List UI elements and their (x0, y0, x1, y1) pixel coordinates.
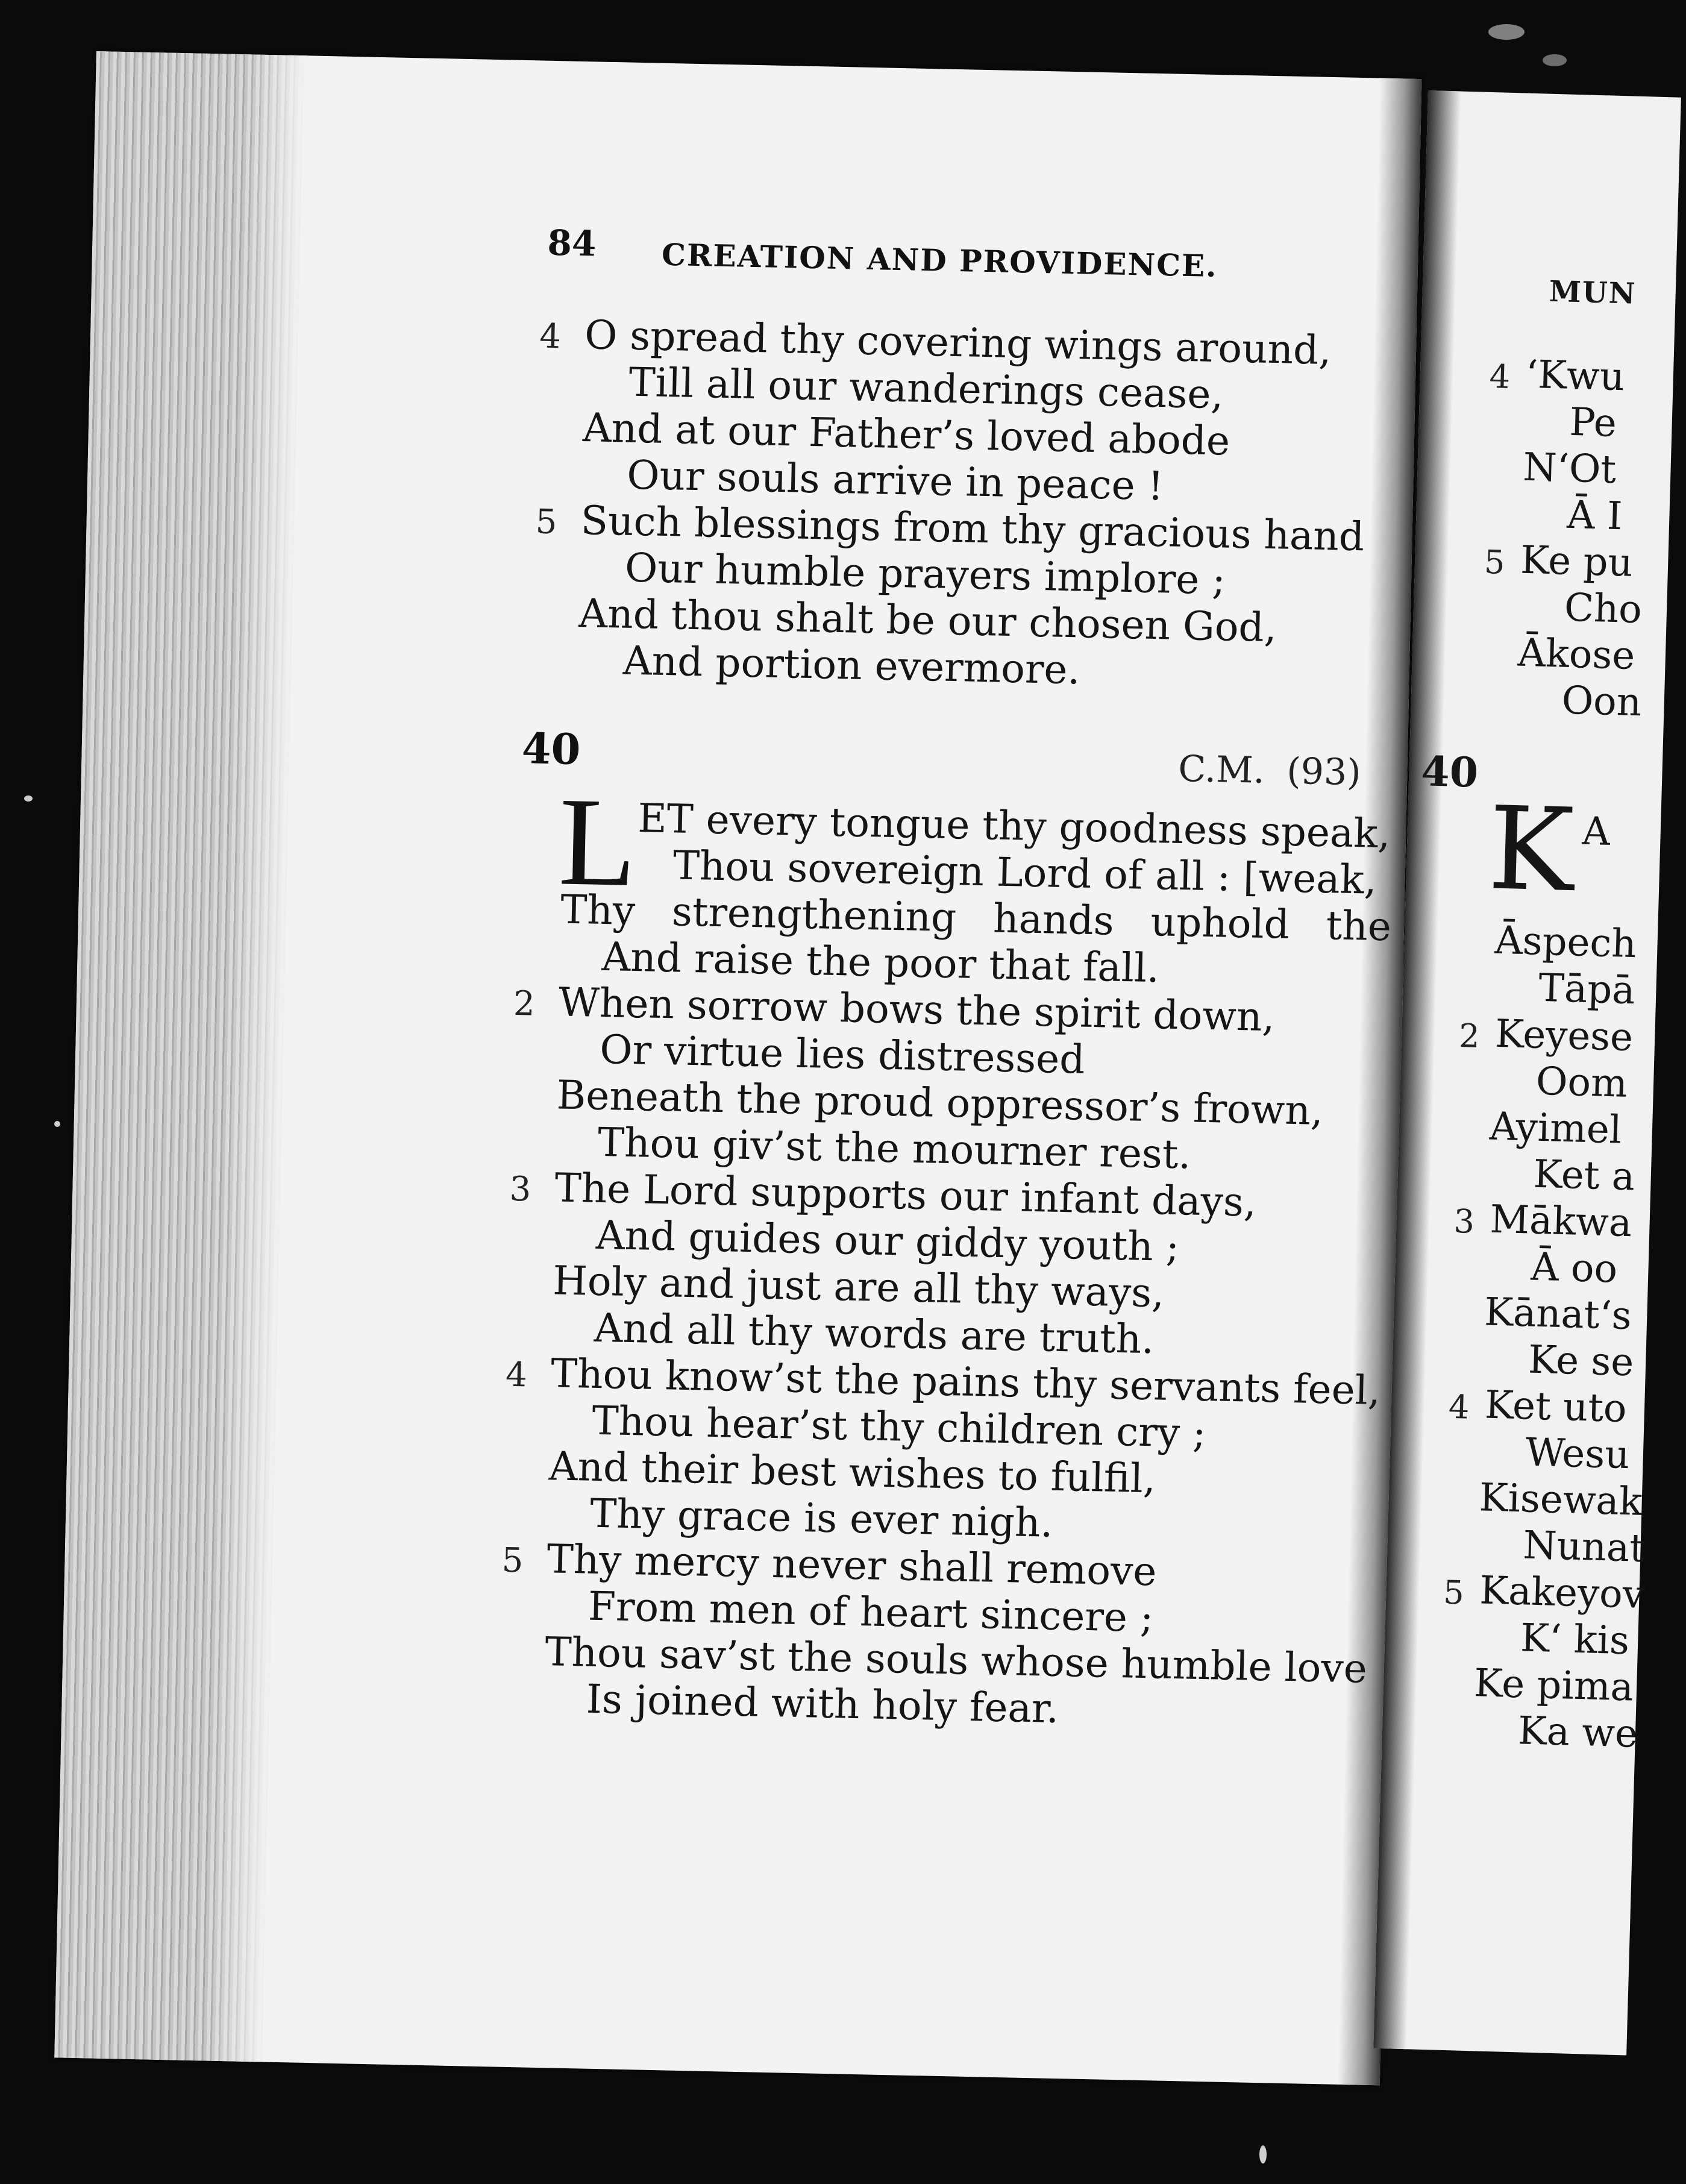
verse-line: And thou shalt be our chosen God, (578, 589, 1277, 651)
verse-line: The Lord supports our infant days, (554, 1164, 1257, 1226)
verse-line: Thy mercy never shall remove (546, 1536, 1158, 1595)
verse-line: Or virtue lies distressed (599, 1026, 1086, 1083)
verse-number: 4 (539, 316, 562, 357)
verse-line: Thou giv’st the mourner rest. (597, 1119, 1192, 1178)
running-head: MUN (1548, 274, 1637, 311)
drop-cap: L (557, 771, 638, 914)
verse-line: O spread thy covering wings around, (584, 312, 1332, 374)
verse-line: Nunat (1522, 1523, 1646, 1571)
verse-number: 2 (1458, 1017, 1481, 1055)
verse-line: Ke pima (1473, 1661, 1634, 1710)
verse-line: Tāpā (1538, 965, 1636, 1014)
verse-line: N‘Ot (1522, 445, 1617, 492)
verse-line: Mākwa (1489, 1197, 1633, 1246)
verse-line: Is joined with holy fear. (586, 1675, 1059, 1733)
dust-speck (24, 795, 33, 802)
verse-number: 3 (509, 1169, 531, 1210)
verse-number: 4 (505, 1355, 528, 1395)
verse-line: And raise the poor that fall. (601, 933, 1160, 992)
verse-line: Kisewak (1478, 1475, 1643, 1525)
verse-line: K‘ kis (1520, 1616, 1630, 1664)
verse-line: Thou hear’st thy children cry ; (591, 1397, 1207, 1457)
verse-line: Holy and just are all thy ways, (552, 1257, 1165, 1317)
verse-line: ET every tongue thy goodness speak, (637, 795, 1391, 858)
dust-speck (1543, 54, 1567, 66)
verse-number: 4 (1448, 1387, 1470, 1426)
verse-line: Pe (1568, 400, 1617, 446)
verse-line: ‘Kwu (1525, 352, 1626, 400)
verse-number: 5 (1443, 1573, 1465, 1612)
verse-line: Such blessings from thy gracious hand (580, 497, 1365, 560)
hymn-number: 40 (1420, 747, 1479, 797)
verse-line: Ke pu (1520, 538, 1634, 586)
verse-number: 5 (535, 502, 558, 542)
verse-line: A (1581, 809, 1611, 855)
verse-line: Keyese (1494, 1011, 1634, 1061)
verse-line: Ka we (1517, 1709, 1638, 1757)
verse-line: Beneath the proud oppressor’s frown, (556, 1072, 1324, 1135)
drop-cap: K (1486, 782, 1576, 918)
verse-line: And all thy words are truth. (594, 1304, 1155, 1363)
dust-speck (54, 1121, 60, 1127)
verse-line: Wesu (1525, 1430, 1631, 1478)
verse-line: Cho (1564, 585, 1643, 633)
tune-number: (93) (1286, 750, 1362, 794)
hymn-meter: C.M. (1177, 747, 1265, 792)
verse-line: Ā oo (1530, 1244, 1619, 1292)
verse-line: From men of heart sincere ; (588, 1583, 1154, 1642)
dust-speck (1488, 24, 1525, 40)
left-page (54, 51, 1421, 2085)
hymn-number: 40 (521, 723, 581, 775)
verse-line: Thou know’st the pains thy servants feel, (550, 1350, 1381, 1414)
verse-line: Kānat‘s (1484, 1290, 1632, 1339)
verse-line: When sorrow bows the spirit down, (558, 979, 1276, 1041)
right-page (1373, 90, 1681, 2055)
verse-number: 2 (513, 984, 536, 1024)
verse-line: Āspech (1494, 918, 1637, 967)
verse-line: Ākose (1517, 630, 1636, 679)
verse-number: 4 (1488, 357, 1511, 396)
verse-line: Till all our wanderings cease, (628, 359, 1224, 418)
verse-line: Ket a (1532, 1152, 1636, 1200)
verse-line: Oon (1561, 678, 1643, 726)
verse-line: Ayimel (1488, 1104, 1623, 1153)
verse-number: 5 (1484, 542, 1506, 582)
page-number: 84 (547, 222, 597, 265)
verse-line: Thy grace is ever nigh. (589, 1490, 1054, 1546)
verse-line: And at our Father’s loved abode (582, 404, 1230, 465)
verse-line: Ke se (1528, 1337, 1635, 1385)
verse-line: Thy strengthening hands uphold the (560, 886, 1392, 950)
dust-speck (1259, 2145, 1267, 2164)
verse-line: And their best wishes to fulfil, (548, 1443, 1156, 1502)
verse-line: Thou sovereign Lord of all : [weak, (672, 842, 1377, 903)
verse-line: Our humble prayers implore ; (624, 544, 1226, 604)
verse-line: Ket uto (1484, 1382, 1628, 1432)
running-head: CREATION AND PROVIDENCE. (661, 236, 1218, 284)
verse-line: Thou sav’st the souls whose humble love (544, 1628, 1368, 1692)
verse-line: And guides our giddy youth ; (595, 1211, 1180, 1271)
verse-line: Our souls arrive in peace ! (626, 451, 1164, 510)
verse-line: Ā I (1566, 492, 1623, 539)
verse-line: Kakeyov (1479, 1568, 1645, 1618)
verse-number: 3 (1453, 1202, 1475, 1241)
verse-line: Oom (1535, 1059, 1628, 1106)
verse-number: 5 (501, 1540, 524, 1581)
verse-line: And portion evermore. (622, 637, 1081, 694)
